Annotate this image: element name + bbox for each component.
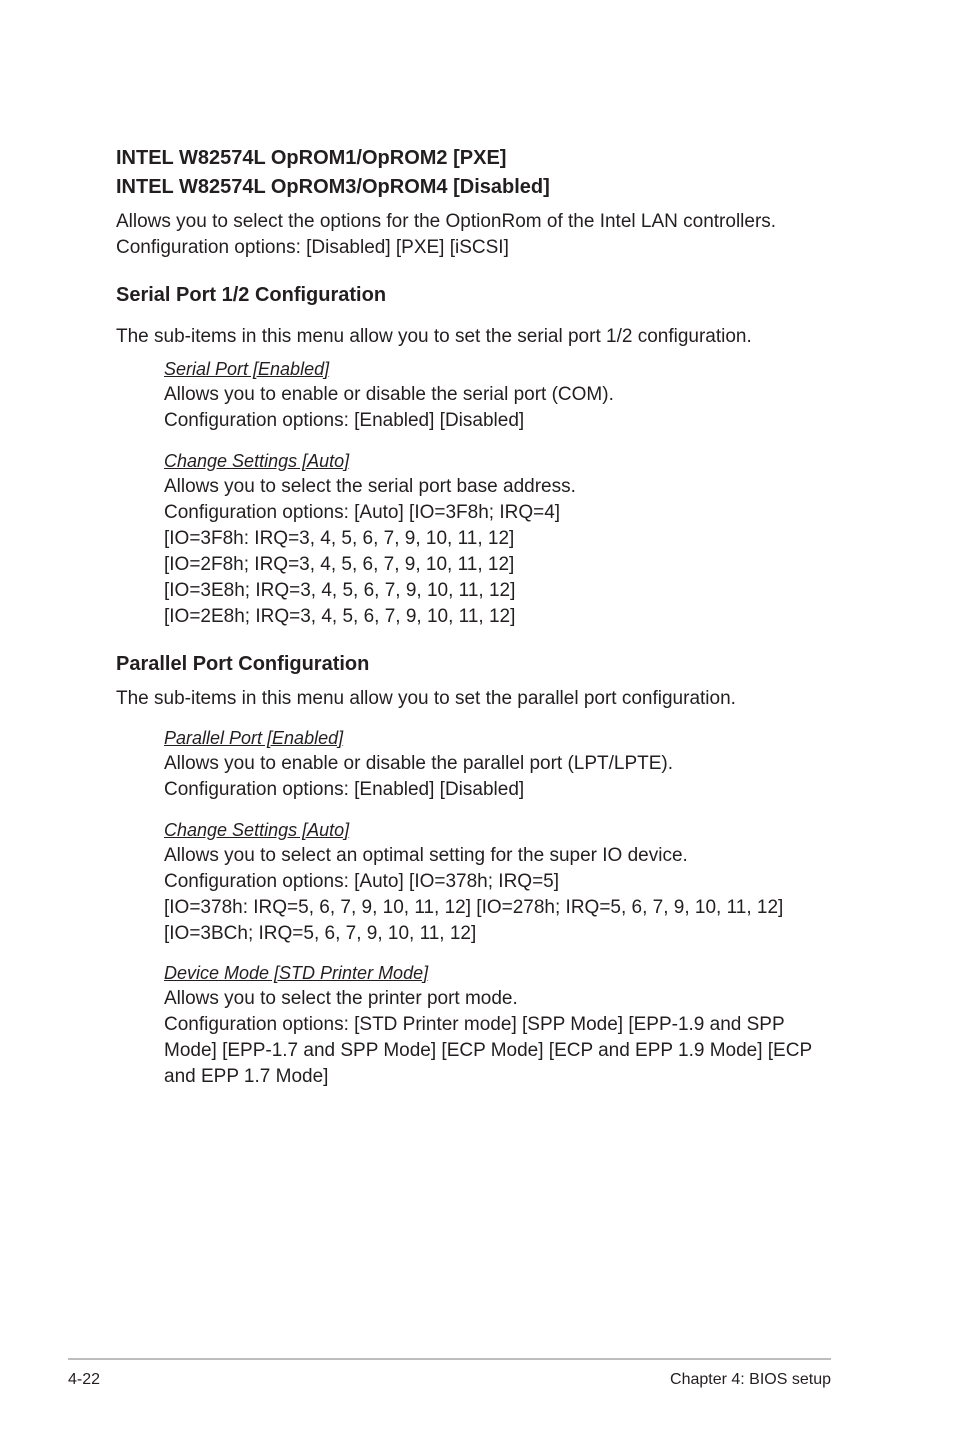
device-mode-options: Configuration options: [STD Printer mode] [SPP Mode] [EPP-1.9 and SPP Mode] [EPP-1.7 and SPP Mode] [ECP Mode] [ECP and EPP 1.9 Mode] [ECP and EPP 1.7 Mode]	[164, 1014, 812, 1087]
serial-change-settings-option-line: [IO=3E8h; IRQ=3, 4, 5, 6, 7, 9, 10, 11, 12]	[164, 580, 516, 601]
parallel-change-settings-title: Change Settings [Auto]	[164, 820, 350, 840]
parallel-port-section-intro: The sub-items in this menu allow you to set the parallel port configuration.	[116, 688, 736, 709]
footer-divider	[68, 1358, 831, 1360]
parallel-change-settings-description: Allows you to select an optimal setting for the super IO device.	[164, 845, 688, 866]
parallel-port-item-description: Allows you to enable or disable the parallel port (LPT/LPTE).	[164, 753, 674, 774]
serial-port-item-description: Allows you to enable or disable the serial port (COM).	[164, 384, 614, 405]
chapter-label: Chapter 4: BIOS setup	[670, 1371, 831, 1388]
intel-oprom-description: Allows you to select the options for the OptionRom of the Intel LAN controllers.	[116, 211, 777, 232]
serial-port-section-intro: The sub-items in this menu allow you to set the serial port 1/2 configuration.	[116, 326, 752, 347]
intel-oprom34-heading: INTEL W82574L OpROM3/OpROM4 [Disabled]	[116, 176, 550, 198]
serial-change-settings-option-line: [IO=2E8h; IRQ=3, 4, 5, 6, 7, 9, 10, 11, 12]	[164, 606, 516, 627]
intel-oprom-config-options: Configuration options: [Disabled] [PXE] [iSCSI]	[116, 237, 509, 258]
serial-port-item-title: Serial Port [Enabled]	[164, 359, 330, 379]
intel-oprom12-heading: INTEL W82574L OpROM1/OpROM2 [PXE]	[116, 147, 507, 169]
page-number: 4-22	[68, 1371, 101, 1388]
parallel-port-section-heading: Parallel Port Configuration	[116, 653, 370, 675]
serial-change-settings-description: Allows you to select the serial port base address.	[164, 476, 576, 497]
parallel-change-settings-option-line: [IO=3BCh; IRQ=5, 6, 7, 9, 10, 11, 12]	[164, 923, 477, 944]
parallel-port-item-options: Configuration options: [Enabled] [Disabled]	[164, 779, 525, 800]
parallel-change-settings-option-line: [IO=378h: IRQ=5, 6, 7, 9, 10, 11, 12] [IO=278h; IRQ=5, 6, 7, 9, 10, 11, 12]	[164, 897, 784, 918]
serial-change-settings-title: Change Settings [Auto]	[164, 451, 350, 471]
device-mode-title: Device Mode [STD Printer Mode]	[164, 963, 429, 983]
parallel-port-item-title: Parallel Port [Enabled]	[164, 728, 344, 748]
parallel-change-settings-options: Configuration options: [Auto] [IO=378h; IRQ=5]	[164, 871, 560, 892]
device-mode-description: Allows you to select the printer port mode.	[164, 988, 518, 1009]
serial-port-section-heading: Serial Port 1/2 Configuration	[116, 284, 387, 306]
serial-port-item-options: Configuration options: [Enabled] [Disabled]	[164, 410, 525, 431]
serial-change-settings-option-line: [IO=2F8h; IRQ=3, 4, 5, 6, 7, 9, 10, 11, 12]	[164, 554, 515, 575]
serial-change-settings-options: Configuration options: [Auto] [IO=3F8h; IRQ=4]	[164, 502, 561, 523]
serial-change-settings-option-line: [IO=3F8h: IRQ=3, 4, 5, 6, 7, 9, 10, 11, 12]	[164, 528, 515, 549]
